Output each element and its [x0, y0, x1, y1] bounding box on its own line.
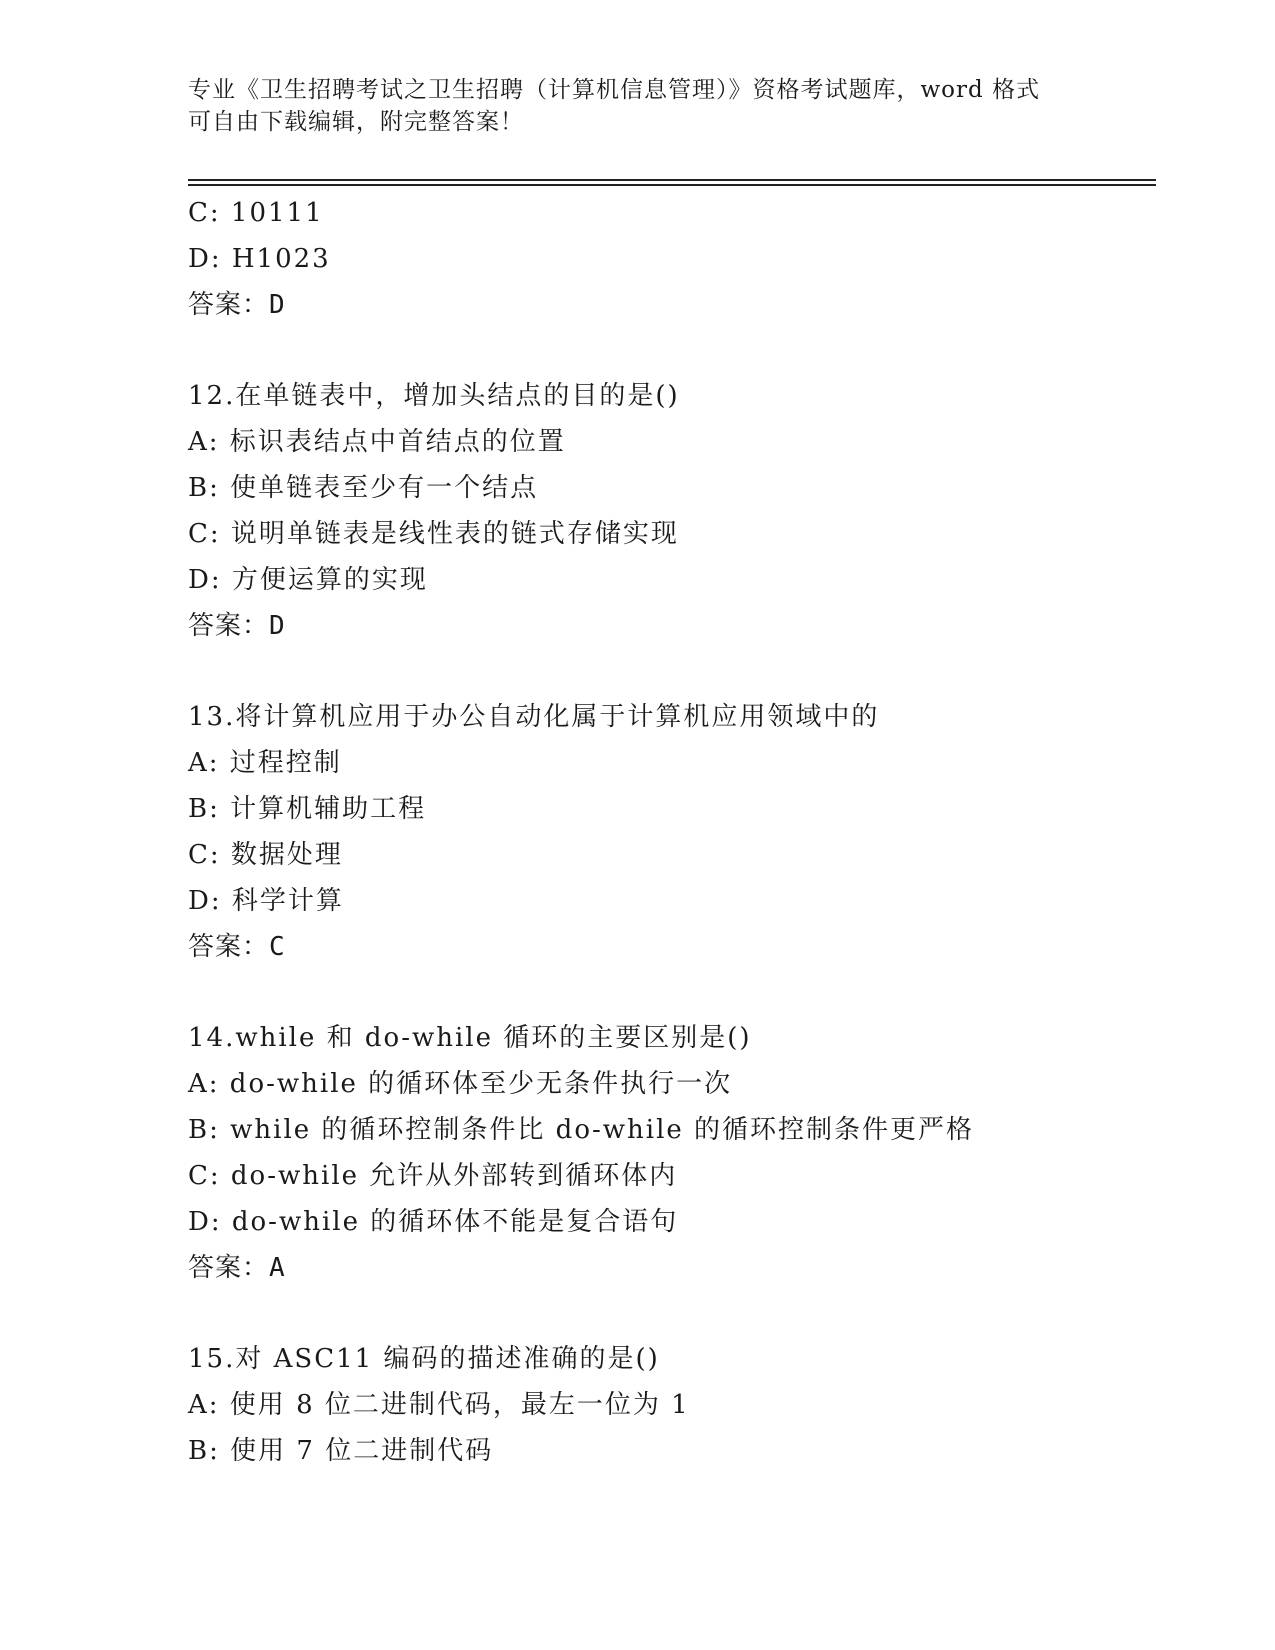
option-a: A: do-while 的循环体至少无条件执行一次	[188, 1069, 733, 1099]
header-line-2: 可自由下载编辑，附完整答案！	[188, 109, 524, 135]
question-stem: 15.对 ASC11 编码的描述准确的是()	[188, 1344, 660, 1374]
question-list	[188, 190, 1168, 1474]
option-c: C: 数据处理	[188, 840, 343, 870]
spacer	[188, 328, 1168, 373]
question-14	[188, 1015, 1168, 1291]
answer-line: 答案：C	[188, 932, 286, 962]
question-stem: 13.将计算机应用于办公自动化属于计算机应用领域中的	[188, 702, 880, 732]
answer-line: 答案：A	[188, 1253, 286, 1283]
option-c: C: 说明单链表是线性表的链式存储实现	[188, 519, 679, 549]
option-d: D: do-while 的循环体不能是复合语句	[188, 1207, 679, 1237]
option-d: D: 方便运算的实现	[188, 565, 428, 595]
option-c: C: do-while 允许从外部转到循环体内	[188, 1161, 678, 1191]
option-a: A: 使用 8 位二进制代码，最左一位为 1	[188, 1390, 690, 1420]
question-11-continued	[188, 190, 1168, 328]
question-15	[188, 1336, 1168, 1474]
spacer	[188, 970, 1168, 1015]
question-stem: 12.在单链表中，增加头结点的目的是()	[188, 381, 680, 411]
option-a: A: 标识表结点中首结点的位置	[188, 427, 566, 457]
header-rule-bottom	[188, 184, 1156, 186]
header-line-1: 专业《卫生招聘考试之卫生招聘（计算机信息管理）》资格考试题库，word 格式	[188, 77, 1041, 103]
option-a: A: 过程控制	[188, 748, 342, 778]
spacer	[188, 649, 1168, 694]
option-d: D: 科学计算	[188, 886, 344, 916]
option-b: B: 计算机辅助工程	[188, 794, 427, 824]
option-b: B: while 的循环控制条件比 do-while 的循环控制条件更严格	[188, 1115, 975, 1145]
option-b: B: 使单链表至少有一个结点	[188, 473, 539, 503]
option-c: C: 10111	[188, 198, 324, 228]
question-13	[188, 694, 1168, 970]
question-stem: 14.while 和 do-while 循环的主要区别是()	[188, 1023, 752, 1053]
answer-line: 答案：D	[188, 611, 286, 641]
header-rule-top	[188, 179, 1156, 181]
option-b: B: 使用 7 位二进制代码	[188, 1436, 494, 1466]
answer-line: 答案：D	[188, 290, 286, 320]
document-header	[188, 74, 1088, 138]
option-d: D: H1023	[188, 244, 331, 274]
spacer	[188, 1291, 1168, 1336]
question-12	[188, 373, 1168, 649]
